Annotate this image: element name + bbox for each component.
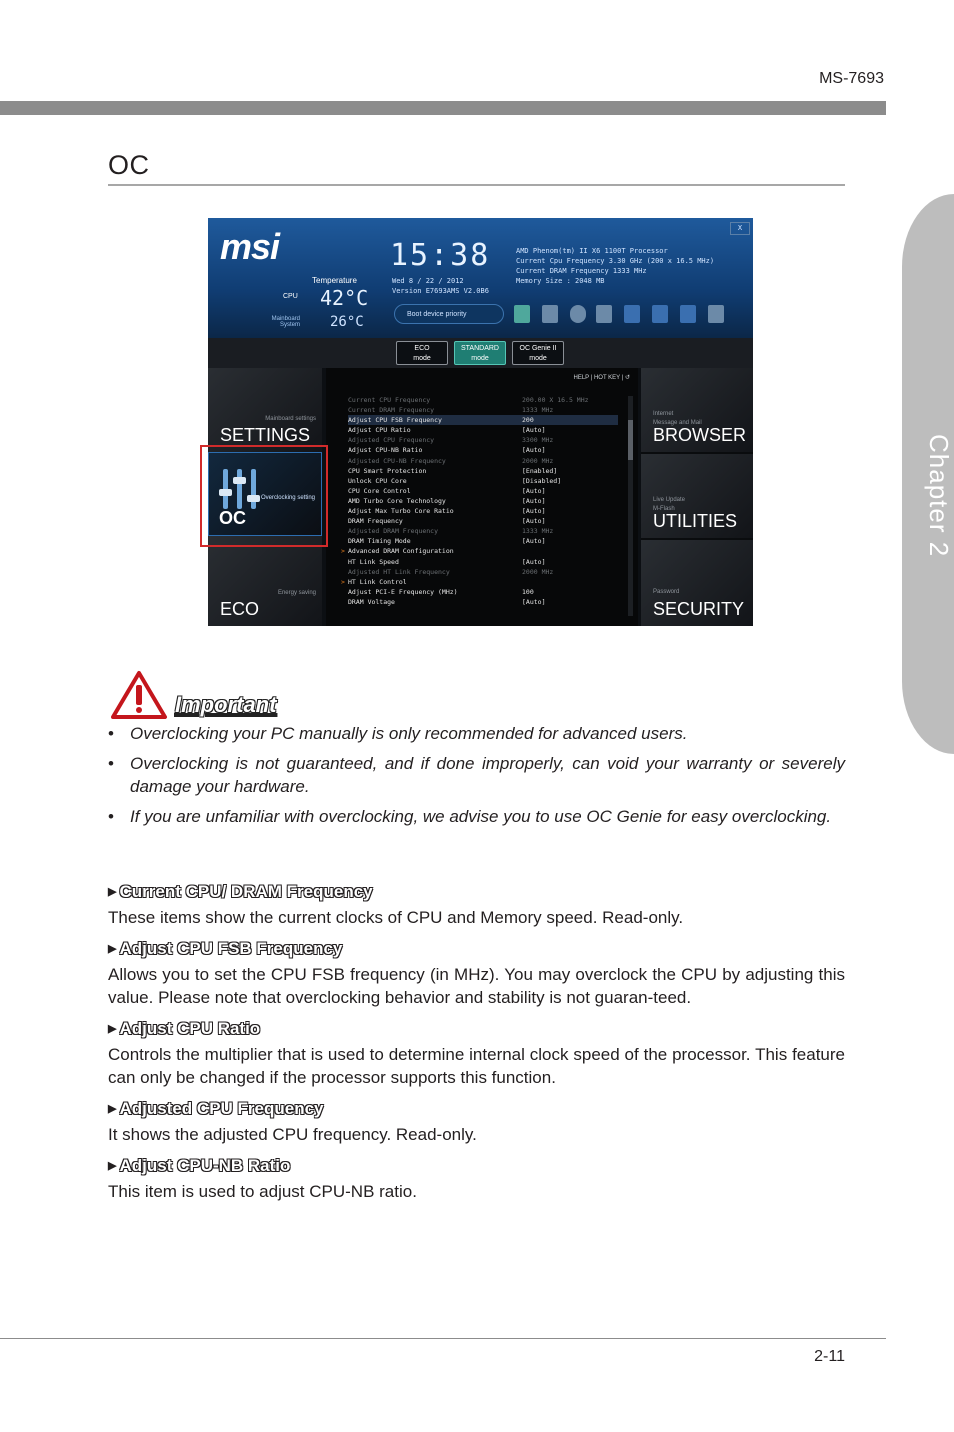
setting-value: 100: [522, 587, 534, 596]
system-info: [516, 246, 714, 286]
tile-label: ECO: [220, 599, 260, 619]
section-rule: [108, 184, 845, 186]
tile-caption-line: Live Update: [653, 497, 686, 503]
important-title: Important: [175, 692, 277, 717]
setting-name: Adjust Max Turbo Core Ratio: [348, 507, 454, 516]
setting-value: [Auto]: [522, 446, 546, 455]
mode-sublabel: mode: [529, 355, 547, 362]
setting-name: AMD Turbo Core Technology: [348, 496, 446, 505]
setting-name: Current CPU Frequency: [348, 396, 431, 404]
bios-setting-row: [348, 496, 618, 506]
usb-device-icon: [624, 305, 640, 323]
cpu-label: CPU: [283, 293, 298, 300]
setting-name: DRAM Voltage: [348, 597, 395, 606]
msi-logo: msi: [220, 226, 280, 267]
important-item: • Overclocking your PC manually is only recommended for advanced users.: [108, 722, 845, 745]
triangle-bullet-icon: ▶: [108, 943, 117, 955]
temperature-label: Temperature: [312, 276, 357, 285]
item-description: These items show the current clocks of CPU and Memory speed. Read-only.: [108, 908, 684, 927]
mode-label: STANDARD: [461, 345, 499, 352]
bios-setting-row: [348, 577, 618, 587]
setting-value: [Auto]: [522, 517, 546, 526]
system-label: Mainboard System: [271, 316, 300, 328]
bios-setting-row: [348, 456, 618, 466]
setting-value: [Disabled]: [522, 476, 562, 485]
oc-highlight-box: [200, 445, 328, 547]
settings-scrollbar: [628, 396, 633, 616]
version-line: Version E7693AMS V2.0B6: [392, 287, 489, 295]
setting-value: [Auto]: [522, 496, 546, 505]
setting-name: Adjust CPU FSB Frequency: [348, 416, 442, 425]
chapter-tab: [902, 194, 954, 754]
eco-mode-button: [396, 341, 448, 365]
boot-device-icon: [570, 305, 586, 323]
setting-value: 3300 MHz: [522, 436, 554, 445]
bios-setting-row: [348, 557, 618, 567]
date-line: Wed 8 / 22 / 2012: [392, 277, 464, 285]
mode-bar: [208, 338, 753, 368]
item-description: This item is used to adjust CPU-NB ratio.: [108, 1182, 417, 1201]
standard-mode-button: [454, 341, 506, 365]
usb-device-icon: [652, 305, 668, 323]
section-title: OC: [108, 150, 150, 180]
setting-value: [Auto]: [522, 507, 546, 516]
settings-list: [348, 395, 618, 607]
page-number: 2-11: [814, 1348, 845, 1365]
setting-name: Adjusted CPU Frequency: [348, 436, 435, 445]
bios-setting-row: [348, 587, 618, 597]
setting-value: 1333 MHz: [522, 527, 554, 536]
eco-tile: [208, 536, 322, 626]
boot-device-icon: [708, 305, 724, 323]
setting-value: [Auto]: [522, 537, 546, 546]
setting-name: > HT Link Control: [348, 577, 407, 587]
tile-caption: [653, 588, 679, 597]
item-descriptions: [108, 882, 845, 1203]
header-bar: [0, 101, 886, 115]
setting-value: [Enabled]: [522, 466, 558, 475]
settings-tile: [208, 368, 322, 454]
boot-device-icon: [514, 305, 530, 323]
tile-label: UTILITIES: [653, 511, 738, 531]
item-description: Controls the multiplier that is used to determine internal clock speed of the processor. This feature can only be changed if the processor supports this function.: [108, 1045, 845, 1087]
item-heading: [108, 939, 845, 959]
setting-name: Adjust CPU-NB Ratio: [348, 446, 423, 455]
mode-label: ECO: [414, 345, 430, 352]
info-line: Memory Size : 2048 MB: [516, 277, 605, 285]
chapter-label: Chapter 2: [924, 434, 954, 558]
item-heading-text: Adjusted CPU Frequency: [119, 1099, 324, 1118]
bios-setting-row: [348, 546, 618, 556]
oc-genie-mode-button: [512, 341, 564, 365]
setting-name: Adjusted CPU-NB Frequency: [348, 456, 446, 465]
tile-label: OC: [219, 508, 246, 528]
item-description: It shows the adjusted CPU frequency. Read-only.: [108, 1125, 477, 1144]
info-line: Current DRAM Frequency 1333 MHz: [516, 267, 647, 275]
bios-close-button: X: [730, 222, 750, 235]
bios-setting-row: [348, 536, 618, 546]
bios-screenshot: [208, 218, 753, 626]
triangle-bullet-icon: ▶: [108, 1160, 117, 1172]
setting-value: 2000 MHz: [522, 567, 554, 576]
bios-setting-row: [348, 506, 618, 516]
item-heading-text: Current CPU/ DRAM Frequency: [119, 882, 373, 901]
tile-label: SETTINGS: [220, 425, 311, 445]
item-heading: [108, 1156, 845, 1176]
bios-setting-row: [348, 516, 618, 526]
tile-caption-line: M-Flash: [653, 506, 675, 512]
boot-priority-bar: Boot device priority: [394, 304, 504, 324]
setting-name: Adjust CPU Ratio: [348, 426, 411, 435]
model-number: MS-7693: [819, 70, 884, 87]
utilities-tile: [641, 454, 753, 540]
setting-name: Adjusted HT Link Frequency: [348, 567, 450, 576]
scroll-thumb: [628, 420, 633, 460]
bios-setting-row: [348, 597, 618, 607]
tile-caption-line: Password: [653, 589, 680, 595]
info-line: Current Cpu Frequency 3.30 GHz (200 x 16.5 MHz): [516, 257, 715, 265]
bios-setting-row: [348, 435, 618, 445]
bios-setting-row: [348, 567, 618, 577]
important-item: • Overclocking is not guaranteed, and if done improperly, can void your warranty or severely damage your hardware.: [108, 752, 845, 798]
bios-setting-row: [348, 405, 618, 415]
bios-header: [208, 218, 753, 338]
bios-setting-row: [348, 526, 618, 536]
setting-value: [Auto]: [522, 486, 546, 495]
setting-name: > Advanced DRAM Configuration: [348, 546, 454, 556]
item-heading-text: Adjust CPU-NB Ratio: [119, 1156, 291, 1175]
tile-caption-line: Message and Mail: [653, 420, 702, 426]
warning-icon: [110, 670, 168, 720]
help-hotkey-bar: HELP | HOT KEY | ↺: [573, 375, 630, 381]
bios-date: [392, 276, 489, 296]
security-tile: [641, 540, 753, 626]
bios-setting-row: [348, 466, 618, 476]
footer-rule: [0, 1338, 886, 1339]
setting-value: 1333 MHz: [522, 406, 554, 415]
oc-settings-panel: [326, 368, 638, 626]
cpu-temperature: 42°C: [320, 286, 369, 310]
item-description: Allows you to set the CPU FSB frequency (in MHz). You may overclock the CPU by adjusting this value. Please note that overclocking behavior and stability is not guaran-teed.: [108, 965, 845, 1007]
bios-setting-row: [348, 395, 618, 405]
tile-caption-line: Internet: [653, 411, 674, 417]
triangle-bullet-icon: ▶: [108, 886, 117, 898]
setting-name: Adjusted DRAM Frequency: [348, 527, 439, 536]
tile-label: SECURITY: [653, 599, 745, 619]
item-heading-text: Adjust CPU Ratio: [119, 1019, 261, 1038]
item-heading: [108, 1099, 845, 1119]
setting-name: CPU Core Control: [348, 486, 411, 495]
setting-value: 200: [522, 416, 534, 425]
setting-name: Adjust PCI-E Frequency (MHz): [348, 587, 458, 596]
item-heading-text: Adjust CPU FSB Frequency: [119, 939, 343, 958]
setting-name: HT Link Speed: [348, 557, 399, 566]
setting-value: [Auto]: [522, 557, 546, 566]
bios-setting-row: [348, 425, 618, 435]
bios-setting-row: [348, 445, 618, 455]
mode-sublabel: mode: [471, 355, 489, 362]
tile-caption: Overclocking setting: [260, 495, 315, 501]
boot-device-icon: [542, 305, 558, 323]
bios-setting-row: [348, 415, 618, 425]
setting-value: 200.00 X 16.5 MHz: [522, 396, 589, 404]
item-heading: [108, 1019, 845, 1039]
bios-right-menu: [641, 368, 753, 626]
setting-value: 2000 MHz: [522, 456, 554, 465]
bios-clock: 15:38: [390, 238, 491, 273]
bios-setting-row: [348, 486, 618, 496]
setting-name: DRAM Timing Mode: [348, 537, 411, 546]
tile-label: BROWSER: [653, 425, 747, 445]
tile-caption: Mainboard settings: [265, 416, 316, 422]
usb-device-icon: [680, 305, 696, 323]
bios-setting-row: [348, 476, 618, 486]
setting-name: DRAM Frequency: [348, 517, 403, 526]
info-line: AMD Phenom(tm) II X6 1100T Processor: [516, 247, 668, 255]
setting-value: [Auto]: [522, 426, 546, 435]
setting-name: CPU Smart Protection: [348, 466, 427, 475]
system-temperature: 26°C: [330, 314, 364, 330]
setting-value: [Auto]: [522, 597, 546, 606]
tile-caption: Energy saving: [277, 590, 316, 596]
important-list: [108, 722, 845, 835]
setting-name: Current DRAM Frequency: [348, 406, 435, 415]
triangle-bullet-icon: ▶: [108, 1023, 117, 1035]
setting-name: Unlock CPU Core: [348, 476, 407, 485]
browser-tile: [641, 368, 753, 454]
item-heading: [108, 882, 845, 902]
triangle-bullet-icon: ▶: [108, 1103, 117, 1115]
boot-device-icon: [596, 305, 612, 323]
mode-label: OC Genie II: [519, 345, 557, 352]
important-item: • If you are unfamiliar with overclocking, we advise you to use OC Genie for easy overclocking.: [108, 805, 845, 828]
mode-sublabel: mode: [413, 355, 431, 362]
